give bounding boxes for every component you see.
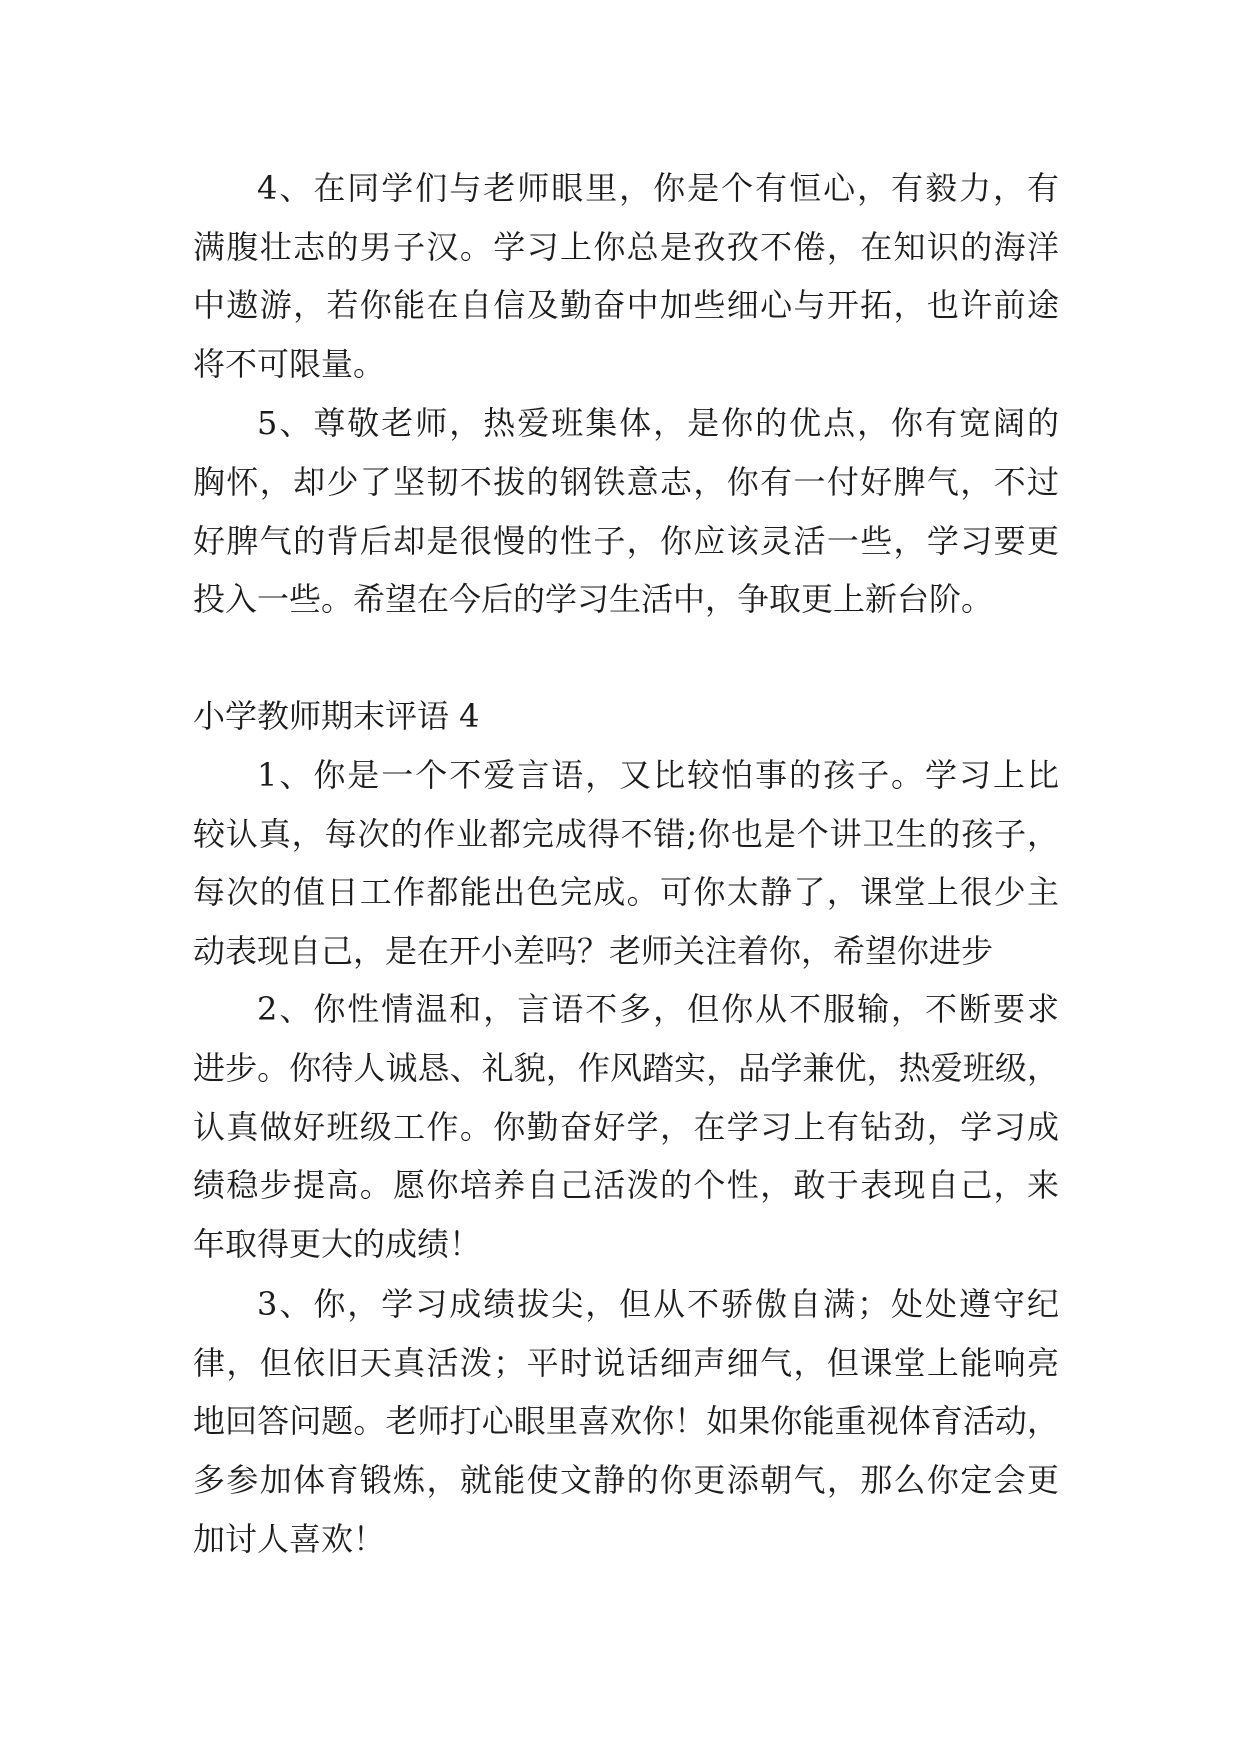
text-line: 5、尊敬老师，热爱班集体，是你的优点，你有宽阔的 xyxy=(257,404,1059,443)
text-line: 较认真，每次的作业都完成得不错;你也是个讲卫生的孩子， xyxy=(193,814,1059,853)
text-line: 2、你性情温和，言语不多，但你从不服输，不断要求 xyxy=(257,990,1059,1029)
text-line: 1、你是一个不爱言语，又比较怕事的孩子。学习上比 xyxy=(257,755,1059,794)
section-heading: 小学教师期末评语 4 xyxy=(193,697,480,736)
text-line: 中遨游，若你能在自信及勤奋中加些细心与开拓，也许前途 xyxy=(193,286,1059,325)
text-line: 4、在同学们与老师眼里，你是个有恒心，有毅力，有 xyxy=(257,169,1059,207)
text-line: 每次的值日工作都能出色完成。可你太静了，课堂上很少主 xyxy=(193,873,1059,912)
text-line: 将不可限量。 xyxy=(193,344,386,383)
text-line: 投入一些。希望在今后的学习生活中，争取更上新台阶。 xyxy=(193,580,994,619)
comment-paragraph-1 xyxy=(193,746,1059,980)
text-line: 地回答问题。老师打心眼里喜欢你！如果你能重视体育活动， xyxy=(193,1402,1059,1441)
text-line: 动表现自己，是在开小差吗？老师关注着你，希望你进步 xyxy=(193,931,994,970)
text-line: 绩稳步提高。愿你培养自己活泼的个性，敢于表现自己，来 xyxy=(193,1166,1059,1205)
text-line: 认真做好班级工作。你勤奋好学，在学习上有钻劲，学习成 xyxy=(193,1107,1059,1146)
comment-paragraph-5 xyxy=(193,394,1059,628)
text-line: 律，但依旧天真活泼；平时说话细声细气，但课堂上能响亮 xyxy=(193,1343,1059,1382)
text-line: 好脾气的背后却是很慢的性子，你应该灵活一些，学习要更 xyxy=(193,521,1059,560)
text-line: 3、你，学习成绩拔尖，但从不骄傲自满；处处遵守纪 xyxy=(257,1285,1059,1324)
comment-paragraph-3 xyxy=(193,1275,1059,1568)
comment-paragraph-2 xyxy=(193,980,1059,1273)
comment-paragraph-4 xyxy=(193,159,1059,393)
document-body xyxy=(193,159,1059,1568)
text-line: 年取得更大的成绩！ xyxy=(193,1224,482,1263)
text-line: 进步。你待人诚恳、礼貌，作风踏实，品学兼优，热爱班级， xyxy=(193,1048,1059,1087)
text-line: 加讨人喜欢！ xyxy=(193,1519,386,1558)
text-line: 满腹壮志的男子汉。学习上你总是孜孜不倦，在知识的海洋 xyxy=(193,227,1059,266)
text-line: 胸怀，却少了坚韧不拔的钢铁意志，你有一付好脾气，不过 xyxy=(193,462,1059,501)
text-line: 多参加体育锻炼，就能使文静的你更添朝气，那么你定会更 xyxy=(193,1461,1059,1500)
